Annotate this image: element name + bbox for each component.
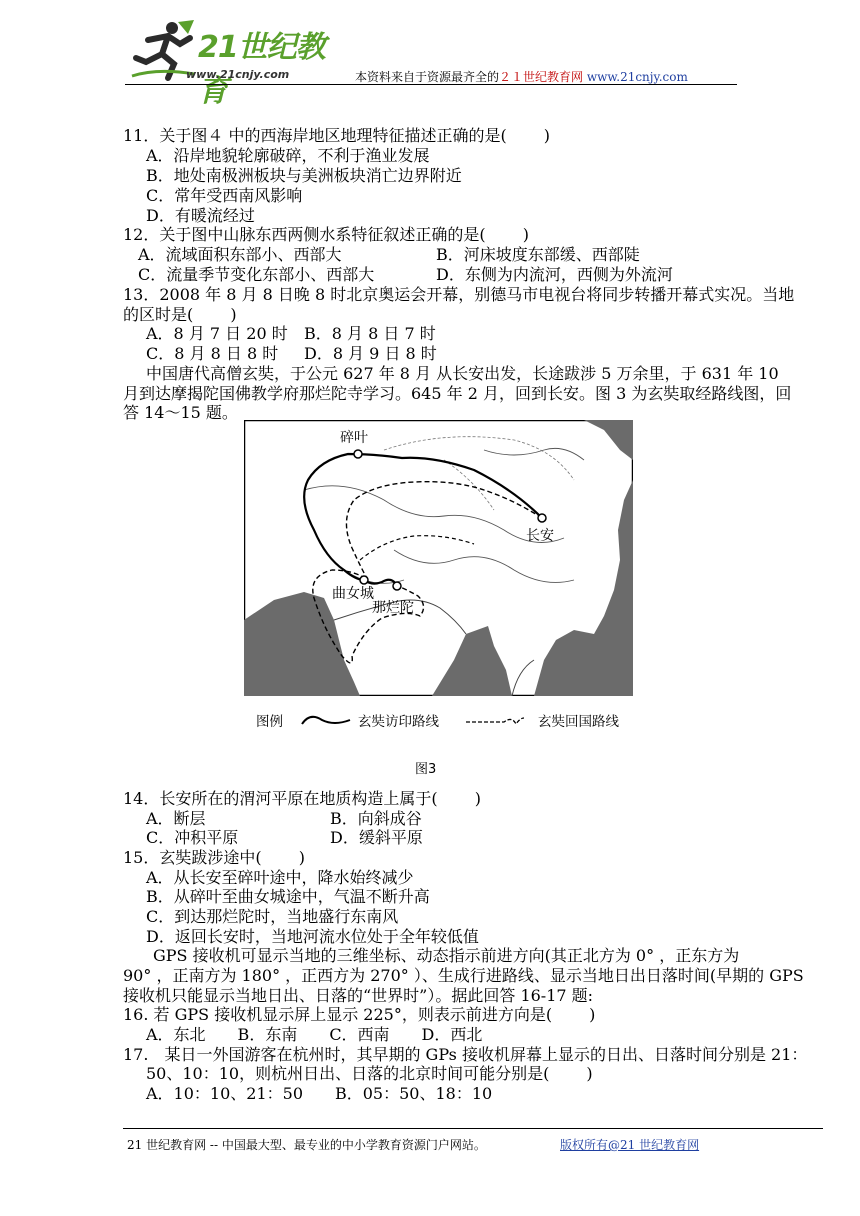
label-qunvcheng: 曲女城 [332,586,374,602]
suiye-marker [354,450,362,458]
legend-outbound: 玄奘访印路线 [358,714,439,730]
qunvcheng-marker [360,576,368,584]
q12-option-c: C．流量季节变化东部小、西部大 [138,265,375,284]
site-logo [128,18,328,109]
header-note-url[interactable]: www.21cnjy.com [586,70,688,84]
nalantuo-marker [393,582,401,590]
intro-line-2: 月到达摩揭陀国佛教学府那烂陀寺学习。645 年 2 月，回到长安。图 3 为玄奘取经路线图，回 [123,384,792,403]
q15-option-d: D．返回长安时，当地河流水位处于全年较低值 [146,927,479,946]
q17-options: A．10：10、21：50 B．05：50、18：10 [146,1084,493,1103]
label-nalantuo: 那烂陀 [372,600,414,616]
q14-option-d: D．缓斜平原 [330,828,423,847]
header-rule [125,84,737,85]
q13-stem-2: 的区时是( ) [123,305,237,324]
footer-text: 21 世纪教育网 -- 中国最大型、最专业的中小学教育资源门户网站。 [127,1138,486,1152]
figure-caption: 图3 [415,762,437,777]
changan-marker [538,514,546,522]
q13-option-d: D．8 月 9 日 8 时 [304,344,437,363]
label-changan: 长安 [526,528,554,544]
intro-line-3: 答 14～15 题。 [123,403,238,422]
q14-option-b: B．向斜成谷 [330,809,422,828]
q15-stem: 15．玄奘跋涉途中( ) [123,848,305,867]
gps-intro-2: 90° ，正南方为 180° ，正西方为 270° ）、生成行进路线、显示当地日出日落时间(早期的 GPS [123,966,804,985]
footer-rights-link[interactable]: 版权所有@21 世纪教育网 [560,1138,700,1152]
legend-solid-line-icon [300,712,352,728]
q14-stem: 14．长安所在的渭河平原在地质构造上属于( ) [123,789,481,808]
legend-return: 玄奘回国路线 [538,714,619,730]
q11-option-b: B．地处南极洲板块与美洲板块消亡边界附近 [146,166,462,185]
label-suiye: 碎叶 [340,430,368,446]
footer-rule [123,1128,823,1129]
q14-option-c: C．冲积平原 [146,828,239,847]
q16-options: A．东北 B．东南 C．西南 D．西北 [146,1025,483,1044]
q17-stem-2: 50、10：10，则杭州日出、日落的北京时间可能分别是( ) [146,1064,593,1083]
q15-option-b: B．从碎叶至曲女城途中，气温不断升高 [146,887,430,906]
q15-option-a: A．从长安至碎叶途中，降水始终减少 [146,868,414,887]
legend-title: 图例 [256,714,283,730]
q13-option-a: A．8 月 7 日 20 时 [146,324,288,343]
q11-option-d: D．有暖流经过 [146,206,255,225]
legend-dashed-line-icon [464,712,526,728]
gps-intro-1: GPS 接收机可显示当地的三维坐标、动态指示前进方向(其正北方为 0° ，正东方为 [153,946,740,965]
q11-option-a: A．沿岸地貌轮廓破碎，不利于渔业发展 [146,146,430,165]
q12-option-d: D．东侧为内流河，西侧为外流河 [436,265,673,284]
logo-url: www.21cnjy.com [186,68,290,81]
xuanzang-route-map [244,420,633,696]
q16-stem: 16. 若 GPS 接收机显示屏上显示 225°，则表示前进方向是( ) [123,1005,596,1024]
gps-intro-3: 接收机只能显示当地日出、日落的“世界时”）。据此回答 16-17 题: [123,986,594,1005]
header-note-prefix: 本资料来自于资源最齐全的 [355,70,500,84]
q12-option-b: B．河床坡度东部缓、西部陡 [436,245,640,264]
logo-text: 21世纪教育 [198,30,325,109]
header-note-site: ２１世纪教育网 [499,70,584,84]
header-note [355,68,688,85]
page-footer [127,1136,700,1153]
map-legend [256,708,656,732]
q11-option-c: C．常年受西南风影响 [146,186,303,205]
q12-option-a: A．流域面积东部小、西部大 [138,245,342,264]
q12-stem: 12．关于图中山脉东西两侧水系特征叙述正确的是( ) [123,225,529,244]
q17-stem-1: 17. 某日一外国游客在杭州时，其早期的 GPs 接收机屏幕上显示的日出、日落时间分别是 21： [123,1045,808,1064]
q13-option-b: B．8 月 8 日 7 时 [304,324,436,343]
intro-line-1: 中国唐代高僧玄奘，于公元 627 年 8 月 从长安出发，长途跋涉 5 万余里，于 631 年 10 [146,364,779,383]
q13-stem-1: 13．2008 年 8 月 8 日晚 8 时北京奥运会开幕，别德马市电视台将同步转播开幕式实况。当地 [123,285,795,304]
page-header [0,0,860,109]
q11-stem: 11．关于图４ 中的西海岸地区地理特征描述正确的是( ) [123,126,551,145]
q13-option-c: C．8 月 8 日 8 时 [146,344,279,363]
q15-option-c: C．到达那烂陀时，当地盛行东南风 [146,907,399,926]
q14-option-a: A．断层 [146,809,206,828]
